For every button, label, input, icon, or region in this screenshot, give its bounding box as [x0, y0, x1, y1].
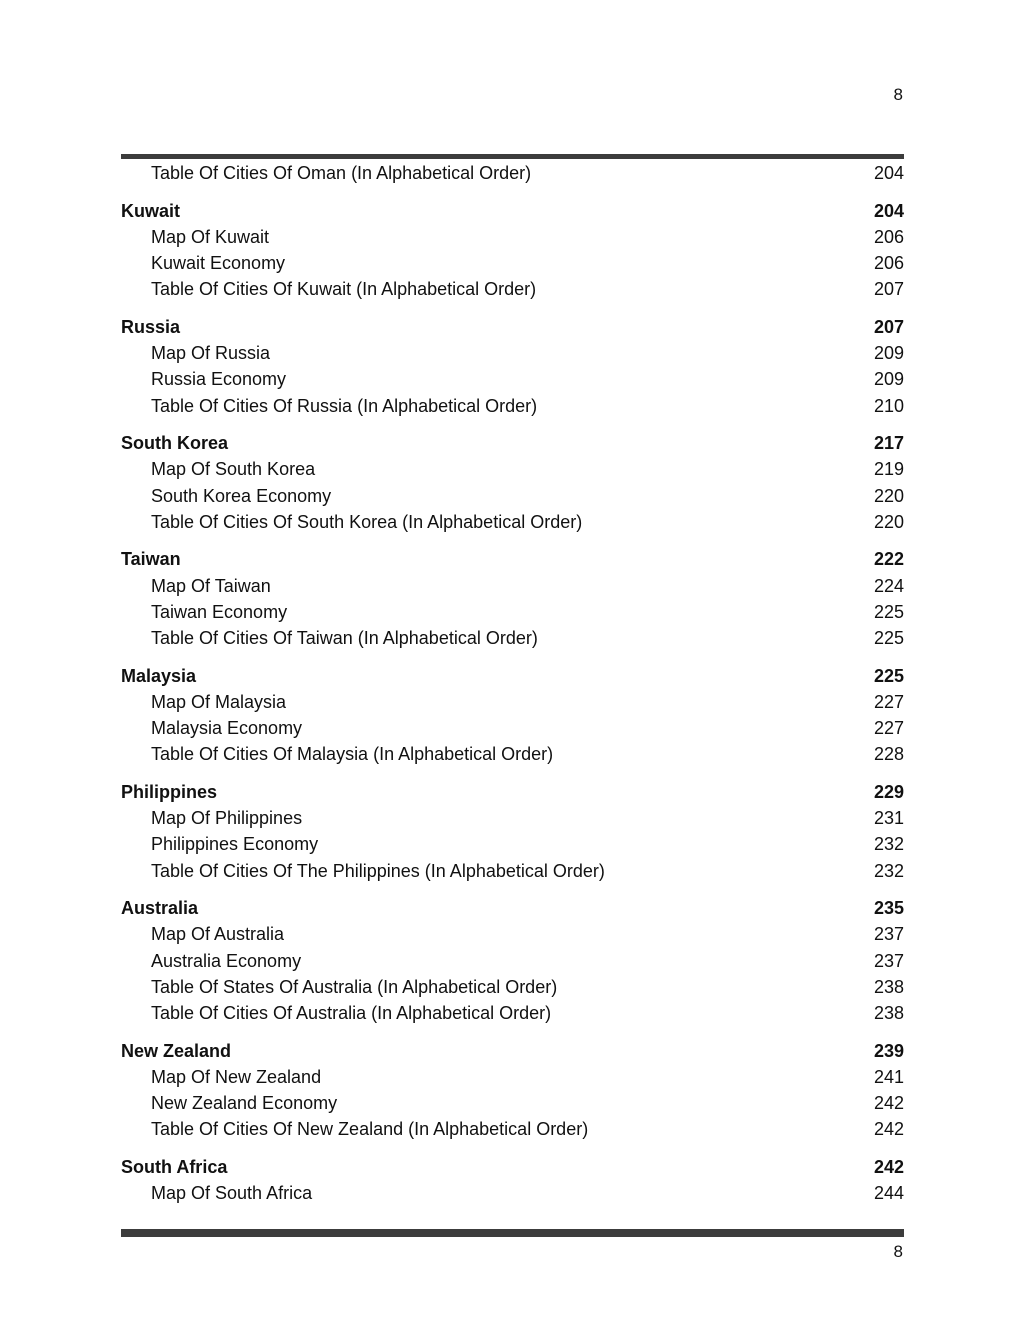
toc-entry-label: Map Of New Zealand — [151, 1066, 322, 1087]
toc-entry-label: Taiwan Economy — [151, 601, 288, 622]
toc-entry-page-number: 227 — [873, 691, 904, 712]
header-rule — [121, 154, 904, 159]
toc-entry[interactable] — [121, 573, 904, 599]
toc-entry[interactable] — [121, 831, 904, 857]
toc-section-heading-page-number: 222 — [873, 549, 904, 570]
toc-entry[interactable] — [121, 1180, 904, 1206]
toc-section-heading-page-number: 242 — [873, 1156, 904, 1177]
toc-entry[interactable] — [121, 921, 904, 947]
toc-entry-page-number: 228 — [873, 744, 904, 765]
toc-entry[interactable] — [121, 250, 904, 276]
toc-entry-page-number: 220 — [873, 511, 904, 532]
toc-section-heading[interactable] — [121, 198, 904, 224]
toc-section-heading-page-number: 204 — [873, 200, 904, 221]
toc-entry-label: Table Of Cities Of Kuwait (In Alphabetical Order) — [151, 279, 537, 300]
toc-section-heading-label: Malaysia — [121, 665, 197, 686]
toc-entry-label: Table Of Cities Of Malaysia (In Alphabetical Order) — [151, 744, 554, 765]
table-of-contents — [121, 160, 904, 1206]
toc-section-heading[interactable] — [121, 546, 904, 572]
toc-section-heading[interactable] — [121, 895, 904, 921]
toc-entry-page-number: 232 — [873, 860, 904, 881]
toc-entry-page-number: 241 — [873, 1066, 904, 1087]
toc-entry-label: Table Of Cities Of The Philippines (In Alphabetical Order) — [151, 860, 605, 881]
toc-entry-page-number: 242 — [873, 1093, 904, 1113]
toc-entry-page-number: 204 — [873, 163, 904, 183]
toc-entry-page-number: 224 — [873, 575, 904, 596]
toc-section-heading-page-number: 229 — [873, 781, 904, 802]
toc-entry-page-number: 225 — [873, 601, 904, 622]
toc-entry[interactable] — [121, 805, 904, 831]
toc-section-heading-page-number: 235 — [873, 898, 904, 919]
toc-section-heading[interactable] — [121, 1154, 904, 1180]
toc-entry-page-number: 209 — [873, 343, 904, 364]
toc-entry[interactable] — [121, 509, 904, 535]
toc-entry[interactable] — [121, 160, 904, 186]
toc-entry-label: Table Of Cities Of Australia (In Alphabetical Order) — [151, 1002, 552, 1023]
toc-entry-page-number: 237 — [873, 950, 904, 971]
toc-entry-label: Table Of Cities Of Russia (In Alphabetical Order) — [151, 395, 538, 416]
toc-entry-label: Map Of Australia — [151, 924, 285, 945]
toc-entry[interactable] — [121, 948, 904, 974]
toc-section-heading-page-number: 217 — [873, 433, 904, 454]
toc-entry-page-number: 238 — [873, 976, 904, 997]
toc-entry-label: Map Of South Africa — [151, 1183, 313, 1204]
toc-section-heading[interactable] — [121, 314, 904, 340]
toc-entry-page-number: 227 — [873, 718, 904, 739]
toc-entry[interactable] — [121, 974, 904, 1000]
header-page-number: 8 — [893, 85, 903, 104]
toc-section-heading-label: Russia — [121, 316, 181, 337]
toc-section-heading-label: South Korea — [121, 433, 229, 454]
toc-entry-page-number: 231 — [873, 808, 904, 829]
toc-section-heading-label: South Africa — [121, 1156, 228, 1177]
toc-section-heading[interactable] — [121, 663, 904, 689]
toc-entry-label: Map Of South Korea — [151, 459, 316, 480]
toc-entry-label: South Korea Economy — [151, 485, 332, 506]
toc-entry[interactable] — [121, 224, 904, 250]
toc-section-heading-label: Australia — [121, 898, 199, 919]
toc-section-heading-label: Kuwait — [121, 200, 181, 221]
toc-entry-label: Philippines Economy — [151, 834, 319, 855]
toc-entry[interactable] — [121, 1090, 904, 1116]
toc-section-heading-page-number: 207 — [873, 316, 904, 337]
toc-entry[interactable] — [121, 599, 904, 625]
toc-entry-label: Kuwait Economy — [151, 253, 286, 274]
toc-entry-page-number: 210 — [873, 395, 904, 416]
toc-entry[interactable] — [121, 689, 904, 715]
toc-entry-label: Table Of Cities Of Oman (In Alphabetical Order) — [151, 163, 532, 183]
toc-entry-label: Table Of Cities Of South Korea (In Alphabetical Order) — [151, 511, 583, 532]
toc-entry-label: Table Of Cities Of New Zealand (In Alphabetical Order) — [151, 1119, 589, 1140]
toc-entry[interactable] — [121, 393, 904, 419]
toc-entry[interactable] — [121, 715, 904, 741]
toc-section-heading[interactable] — [121, 1038, 904, 1064]
toc-entry-label: Table Of States Of Australia (In Alphabetical Order) — [151, 976, 558, 997]
toc-entry-page-number: 237 — [873, 924, 904, 945]
toc-entry-label: Map Of Philippines — [151, 808, 303, 829]
footer-page-number: 8 — [893, 1242, 903, 1261]
toc-entry-page-number: 206 — [873, 253, 904, 274]
toc-entry-label: Malaysia Economy — [151, 718, 303, 739]
toc-entry-page-number: 244 — [873, 1183, 904, 1204]
toc-section-heading[interactable] — [121, 779, 904, 805]
toc-entry-label: Map Of Kuwait — [151, 226, 270, 247]
toc-entry-page-number: 207 — [873, 279, 904, 300]
toc-section-heading-label: New Zealand — [121, 1040, 232, 1061]
toc-section-heading-label: Taiwan — [121, 549, 181, 570]
toc-entry-label: New Zealand Economy — [151, 1093, 338, 1113]
toc-entry-page-number: 220 — [873, 485, 904, 506]
toc-entry[interactable] — [121, 276, 904, 302]
toc-entry-page-number: 242 — [873, 1119, 904, 1140]
toc-entry-label: Map Of Malaysia — [151, 691, 287, 712]
toc-section-heading-label: Philippines — [121, 781, 218, 802]
toc-entry-label: Australia Economy — [151, 950, 302, 971]
toc-entry-page-number: 209 — [873, 369, 904, 390]
toc-entry[interactable] — [121, 483, 904, 509]
toc-entry-page-number: 232 — [873, 834, 904, 855]
toc-section-heading-page-number: 239 — [873, 1040, 904, 1061]
toc-entry-page-number: 238 — [873, 1002, 904, 1023]
toc-entry-page-number: 206 — [873, 226, 904, 247]
toc-entry[interactable] — [121, 858, 904, 884]
toc-entry-label: Map Of Taiwan — [151, 575, 271, 596]
toc-section-heading-page-number: 225 — [873, 665, 904, 686]
toc-entry-label: Russia Economy — [151, 369, 287, 390]
toc-section-heading[interactable] — [121, 430, 904, 456]
toc-entry[interactable] — [121, 1064, 904, 1090]
toc-entry[interactable] — [121, 741, 904, 767]
toc-entry-label: Table Of Cities Of Taiwan (In Alphabetical Order) — [151, 628, 538, 648]
toc-entry[interactable] — [121, 625, 904, 651]
toc-entry[interactable] — [121, 456, 904, 482]
toc-entry-page-number: 225 — [873, 628, 904, 648]
toc-entry[interactable] — [121, 340, 904, 366]
toc-entry[interactable] — [121, 1000, 904, 1026]
toc-entry-label: Map Of Russia — [151, 343, 271, 364]
footer-rule — [121, 1229, 904, 1237]
toc-entry[interactable] — [121, 1116, 904, 1142]
toc-entry-page-number: 219 — [873, 459, 904, 480]
toc-entry[interactable] — [121, 366, 904, 392]
